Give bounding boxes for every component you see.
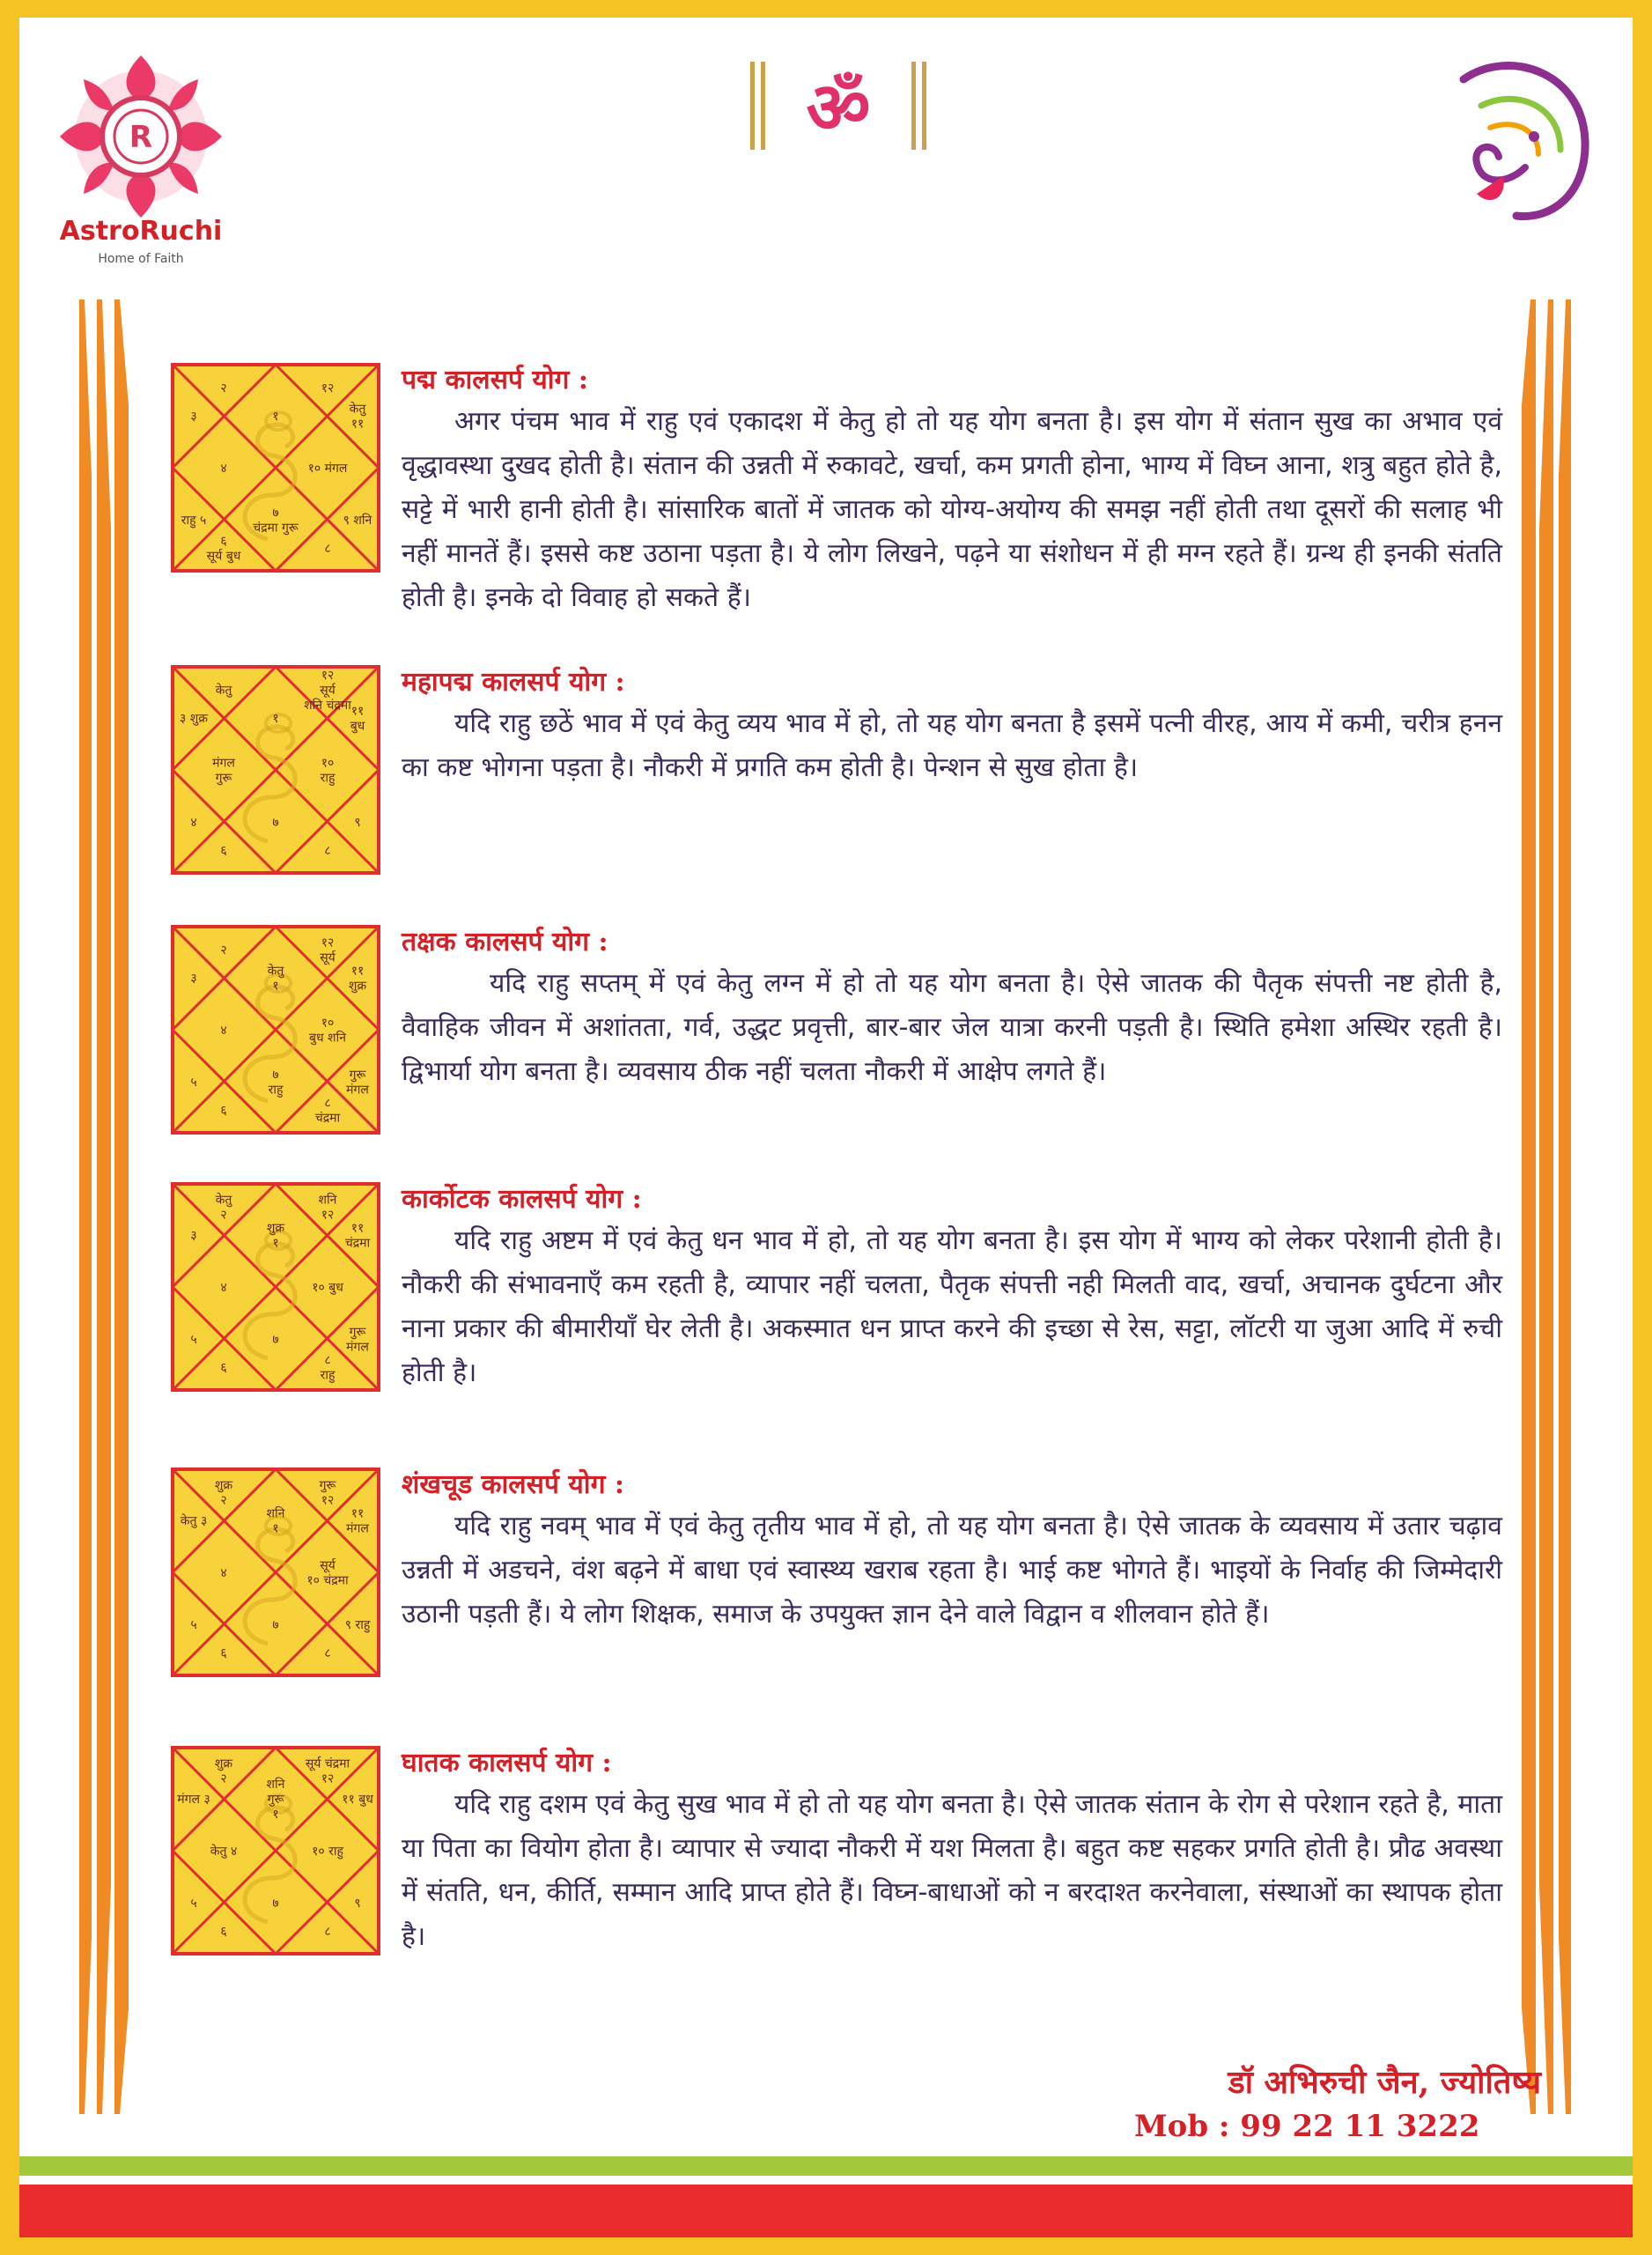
house-5-label: ५ [190,1076,197,1090]
kundli-chart [171,1182,380,1392]
house-11-label: ११ [350,704,365,719]
kundli-chart [171,1468,380,1677]
yoga-title: घातक कालसर्प योग : [402,1748,612,1778]
footer-band-green [19,2156,1633,2176]
house-8-label: चंद्रमा [314,1111,341,1126]
house-7-label: राहु [268,1083,284,1098]
house-12-label: सूर्य [320,950,336,965]
astrologer-name: डॉ अभिरुची जैन, ज्योतिष्य [1228,2064,1541,2101]
house-1-label: १ [272,979,279,994]
house-3-label: ३ शुक्र [179,712,209,726]
house-4-label: गुरू [215,771,232,786]
house-1-label: १ [272,1521,279,1536]
house-11-label: ११ बुध [342,1793,373,1807]
house-8-label: ८ [324,844,331,858]
house-5-label: राहु ५ [181,514,207,528]
yoga-description: यदि राहु नवम् भाव में एवं केतु तृतीय भाव में हो, तो यह योग बनता है। ऐसे जातक के व्यवसाय में उतार चढ़ाव उन्नती में अडचने, वंश बढ़ने में बाधा एवं स्वास्थ्य खराब रहता है। भाई कष्ट भोगते हैं। भाइयों के निर्वाह की जिम्मेदारी उठानी पड़ती हैं। ये लोग शिक्षक, समाज के उपयुक्त ज्ञान देने वाले विद्वान व शीलवान होते हैं। [402,1511,1502,1630]
yoga-description: यदि राहु छठें भाव में एवं केतु व्यय भाव में हो, तो यह योग बनता है इसमें पत्नी वीरह, आय में कमी, चरीत्र हनन का कष्ट भोगना पड़ता है। नौकरी में प्रगति कम होती है। पेन्शन से सुख होता है। [402,708,1502,783]
house-6-label: ६ [220,844,227,858]
house-7-label: ७ [272,1068,279,1083]
house-8-label: ८ [324,1646,331,1660]
page [19,18,1633,2237]
house-12-label: शनि [318,1193,337,1208]
yoga-title: तक्षक कालसर्प योग : [402,927,608,957]
ganesh-icon [1428,53,1596,229]
house-5-label: ४ [190,816,197,830]
house-9-label: गुरू [349,1068,366,1083]
house-3-label: ३ [190,972,197,986]
house-3-label: केतु ३ [180,1514,208,1528]
house-5-label: ५ [190,1896,197,1911]
house-7-label: ७ [272,816,279,830]
house-2-label: शुक्र [214,1756,233,1771]
house-8-label: ८ [324,1353,331,1368]
house-6-label: ६ [220,1104,227,1118]
house-10-label: १० राहु [312,1845,343,1859]
house-4-label: केतु ४ [210,1845,238,1859]
house-9-label: गुरू [349,1325,366,1340]
om-emblem [750,53,926,167]
house-1-label: १ [272,1808,279,1822]
house-7-label: ७ [272,1618,279,1632]
yoga-title: कार्कोटक कालसर्प योग : [402,1184,642,1215]
house-7-label: ७ [272,506,279,521]
house-12-label: १२ [321,1771,335,1786]
astroruchi-logo [44,35,238,273]
svg-text:R: R [129,120,153,155]
house-1-label: १ [272,712,279,726]
house-2-label: २ [220,381,227,396]
house-10-label: १० [321,1016,335,1031]
house-8-label: ८ [324,542,331,556]
house-1-label: १ [272,1236,279,1251]
house-4-label: ४ [220,1566,227,1580]
footer-band-red [19,2185,1633,2237]
house-6-label: ६ [220,1361,227,1375]
house-11-label: बुध [350,719,365,734]
yoga-title: शंखचूड कालसर्प योग : [402,1469,624,1500]
house-9-label: मंगल [346,1340,369,1355]
house-12-label: १२ [321,1208,335,1223]
house-6-label: ६ [220,1925,227,1939]
house-6-label: ६ [220,1646,227,1660]
house-3-label: मंगल ३ [177,1793,210,1807]
house-2-label: केतु [215,1193,232,1208]
kundli-chart [171,363,380,573]
house-12-label: सूर्य [320,684,336,698]
house-7-label: ७ [272,1896,279,1911]
house-5-label: ५ [190,1618,197,1632]
yoga-description: यदि राहु दशम एवं केतु सुख भाव में हो तो यह योग बनता है। ऐसे जातक संतान के रोग से परेशान रहते है, माता या पिता का वियोग होता है। व्यापार से ज्यादा नौकरी में यश मिलता है। बहुत कष्ट सहकर प्रगति होती है। प्रौढ अवस्था में संतति, धन, कीर्ति, सम्मान आदि प्राप्त होते हैं। विघ्न-बाधाओं को न बरदाश्त करनेवाला, संस्थाओं का स्थापक होता है। [402,1789,1502,1952]
house-8-label: राहु [320,1368,336,1383]
house-9-label: ९ [354,816,361,830]
house-4-label: ४ [220,1281,227,1295]
house-7-label: ७ [272,1333,279,1347]
house-11-label: ११ [350,1221,365,1236]
house-4-label: मंगल [212,756,235,771]
house-5-label: ५ [190,1333,197,1347]
house-10-label: १० चंद्रमा [306,1573,349,1588]
house-11-label: शुक्र [348,979,367,994]
house-1-label: केतु [267,964,284,979]
house-10-label: राहु [320,771,336,786]
house-2-label: केतु [215,684,232,698]
house-12-label: सूर्य चंद्रमा [305,1756,350,1771]
house-11-label: ११ [350,417,365,432]
house-11-label: ११ [350,1506,365,1521]
house-2-label: २ [220,1771,227,1786]
house-12-label: शनि चंद्रमा [304,699,351,713]
yoga-description: अगर पंचम भाव में राहु एवं एकादश में केतु हो तो यह योग बनता है। इस योग में संतान सुख का अभाव एवं वृद्धावस्था दुखद होती है। संतान की उन्नती में रुकावटे, खर्चा, कम प्रगती होना, भाग्य में विघ्न आना, शत्रु बहुत होते है, सट्टे में भारी हानी होती है। सांसारिक बातों में जातक को योग्य-अयोग्य की समझ नहीं होती तथा दूसरों की सलाह भी नहीं मानतें हैं। इससे कष्ट उठाना पड़ता है। ये लोग लिखने, पढ़ने या संशोधन में ही मग्न रहते हैं। ग्रन्थ ही इनकी संतति होती है। इनके दो विवाह हो सकते हैं। [402,406,1502,613]
house-11-label: ११ [350,964,365,979]
house-10-label: १० मंगल [307,462,348,476]
house-6-label: ६ [220,534,227,549]
house-2-label: २ [220,943,227,957]
house-9-label: ९ राहु [344,1618,371,1632]
house-7-label: चंद्रमा गुरू [253,521,299,536]
house-4-label: ४ [220,1024,227,1038]
house-1-label: १ [272,410,279,424]
house-12-label: १२ [321,1493,335,1508]
house-10-label: बुध शनि [309,1031,346,1046]
mobile-number: Mob : 99 22 11 3222 [1134,2109,1480,2144]
kundli-chart [171,1746,380,1956]
house-9-label: मंगल [346,1083,369,1098]
house-10-label: १० [321,756,335,771]
house-10-label: सूर्य [320,1558,336,1573]
house-11-label: केतु [349,402,366,417]
house-3-label: ३ [190,1229,197,1243]
house-6-label: सूर्य बुध [206,549,241,564]
yoga-title: पद्म कालसर्प योग : [402,365,588,396]
yoga-description: यदि राहु सप्तम् में एवं केतु लग्न में हो तो यह योग बनता है। ऐसे जातक की पैतृक संपत्ती नष्ट होती है, वैवाहिक जीवन में अशांतता, गर्व, उद्धट प्रवृत्ती, बार-बार जेल यात्रा करनी पड़ती है। स्थिति हमेशा अस्थिर रहती है। द्विभार्या योग बनता है। व्यवसाय ठीक नहीं चलता नौकरी में आक्षेप लगते हैं। [402,968,1502,1087]
house-1-label: शुक्र [266,1221,285,1236]
house-9-label: ९ [354,1896,361,1911]
house-2-label: २ [220,1208,227,1223]
house-2-label: २ [220,1493,227,1508]
right-stripe-decoration [1509,299,1571,2114]
house-12-label: गुरू [319,1478,336,1493]
yoga-title: महापद्म कालसर्प योग : [402,667,625,698]
house-11-label: मंगल [346,1521,369,1536]
om-symbol: ॐ [806,67,871,149]
left-stripe-decoration [79,299,141,2114]
house-9-label: ९ शनि [343,514,372,528]
kundli-chart [171,925,380,1135]
house-12-label: १२ [321,381,335,396]
kundli-chart [171,665,380,875]
house-12-label: १२ [321,935,335,950]
brand-tagline: Home of Faith [98,252,184,266]
house-4-label: ४ [220,462,227,476]
house-11-label: चंद्रमा [344,1236,371,1251]
house-1-label: गुरू [267,1793,284,1807]
house-1-label: शनि [266,1506,285,1521]
house-3-label: ३ [190,410,197,424]
brand-name: AstroRuchi [59,216,223,247]
house-8-label: ८ [324,1925,331,1939]
yoga-description: यदि राहु अष्टम में एवं केतु धन भाव में हो, तो यह योग बनता है। इस योग में भाग्य को लेकर परेशानी होती है। नौकरी की संभावनाएँ कम रहती है, व्यापार नहीं चलता, पैतृक संपत्ती नही मिलती वाद, खर्चा, अचानक दुर्घटना और नाना प्रकार की बीमारीयाँ घेर लेती है। अकस्मात धन प्राप्त करने की इच्छा से रेस, सट्टा, लॉटरी या जुआ आदि में रुची होती है। [402,1225,1502,1388]
house-1-label: शनि [266,1778,285,1792]
house-2-label: शुक्र [214,1478,233,1493]
house-8-label: ८ [324,1096,331,1111]
house-10-label: १० बुध [312,1281,343,1295]
house-12-label: १२ [321,669,335,683]
